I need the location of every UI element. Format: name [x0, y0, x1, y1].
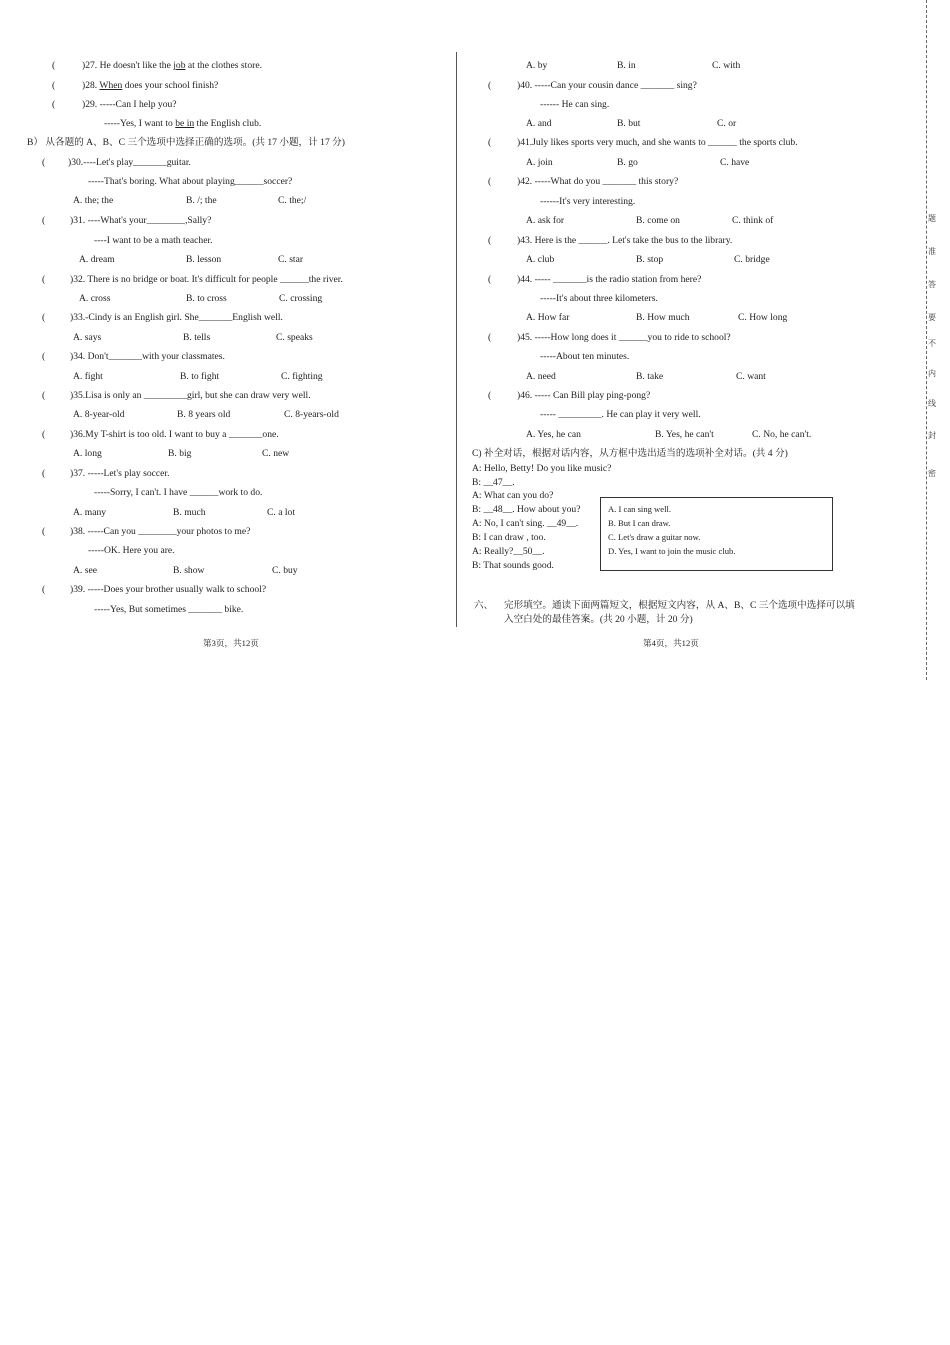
page-footer: 第3页，共12页 [203, 638, 259, 648]
question-32: )32. There is no bridge or boat. It's difficult for people ______the river. [70, 274, 343, 285]
question-30-line2: -----That's boring. What about playing______soccer? [88, 176, 293, 187]
paren: ( [488, 80, 492, 91]
margin-char: 线 [928, 399, 936, 408]
option-b: B. Yes, he can't [655, 429, 714, 440]
margin-char: 要 [928, 313, 936, 322]
paren: ( [42, 526, 46, 537]
section-6-number: 六、 [474, 600, 494, 611]
option-a: A. club [526, 254, 555, 265]
option-a: A. by [526, 60, 548, 71]
paren: ( [42, 468, 46, 479]
option-a: A. ask for [526, 215, 565, 226]
question-33: )33.-Cindy is an English girl. She_______English well. [70, 312, 283, 323]
question-40: )40. -----Can your cousin dance _______ sing? [517, 80, 697, 91]
section-c-heading: C) 补全对话，根据对话内容，从方框中选出适当的选项补全对话。(共 4 分) [472, 448, 788, 459]
option-b: B. lesson [186, 254, 222, 265]
paren: ( [52, 80, 56, 91]
paren: ( [42, 584, 46, 595]
dialog-line: A: Hello, Betty! Do you like music? [472, 463, 612, 474]
question-34: )34. Don't_______with your classmates. [70, 351, 225, 362]
section-6-heading: 完形填空。通读下面两篇短文，根据短文内容，从 A、B、C 三个选项中选择可以填 [504, 600, 855, 611]
paren: ( [42, 351, 46, 362]
option-a: A. see [73, 565, 97, 576]
option-a: A. the; the [73, 195, 114, 206]
paren: ( [42, 429, 46, 440]
option-a: A. cross [79, 293, 111, 304]
question-46-line2: ----- _________. He can play it very well. [540, 409, 701, 420]
option-b: B. 8 years old [177, 409, 231, 420]
dialog-line: B: That sounds good. [472, 560, 554, 571]
dialog-line: A: What can you do? [472, 490, 554, 501]
question-42: )42. -----What do you _______ this story? [517, 176, 679, 187]
question-40-line2: ------ He can sing. [540, 99, 610, 110]
margin-char: 封 [928, 431, 936, 440]
option-a: A. long [73, 448, 102, 459]
option-c: C. want [736, 371, 766, 382]
question-29: )29. -----Can I help you? [82, 99, 177, 110]
question-35: )35.Lisa is only an _________girl, but she can draw very well. [70, 390, 311, 401]
option-a: A. dream [79, 254, 115, 265]
section-b-heading: B） 从各题的 A、B、C 三个选项中选择正确的选项。(共 17 小题，计 17 分) [27, 137, 345, 148]
option-c: C. think of [732, 215, 774, 226]
question-45: )45. -----How long does it ______you to ride to school? [517, 332, 731, 343]
option-b: B. show [173, 565, 205, 576]
section-6-heading-line2: 入空白处的最佳答案。(共 20 小题，计 20 分) [504, 614, 693, 625]
option-c: C. bridge [734, 254, 770, 265]
box-option-a: A. I can sing well. [608, 504, 672, 514]
dialog-line: B: __47__. [472, 477, 515, 488]
option-b: B. to cross [186, 293, 227, 304]
option-b: B. come on [636, 215, 680, 226]
paren: ( [42, 390, 46, 401]
question-38-line2: -----OK. Here you are. [88, 545, 175, 556]
option-b: B. but [617, 118, 641, 129]
box-option-b: B. But I can draw. [608, 518, 671, 528]
question-45-line2: -----About ten minutes. [540, 351, 630, 362]
option-b: B. How much [636, 312, 690, 323]
page-footer: 第4页，共12页 [643, 638, 699, 648]
question-31-line2: ----I want to be a math teacher. [94, 235, 213, 246]
question-30: )30.----Let's play_______guitar. [68, 157, 191, 168]
question-43: )43. Here is the ______. Let's take the bus to the library. [517, 235, 733, 246]
column-divider [456, 52, 457, 627]
option-a: A. 8-year-old [73, 409, 125, 420]
paren: ( [42, 274, 46, 285]
option-c: C. speaks [276, 332, 313, 343]
paren: ( [52, 99, 56, 110]
option-a: A. join [526, 157, 553, 168]
question-42-line2: ------It's very interesting. [540, 196, 636, 207]
question-39: )39. -----Does your brother usually walk to school? [70, 584, 267, 595]
option-c: C. buy [272, 565, 298, 576]
margin-char: 不 [928, 339, 936, 348]
option-c: C. 8-years-old [284, 409, 339, 420]
question-38: )38. -----Can you ________your photos to me? [70, 526, 251, 537]
paren: ( [42, 312, 46, 323]
paren: ( [488, 137, 492, 148]
option-b: B. stop [636, 254, 664, 265]
paren: ( [42, 157, 46, 168]
question-44-line2: -----It's about three kilometers. [540, 293, 658, 304]
paren: ( [42, 215, 46, 226]
dialog-line: A: No, I can't sing. __49__. [472, 518, 579, 529]
option-b: B. in [617, 60, 636, 71]
margin-char: 题 [928, 214, 936, 223]
question-46: )46. ----- Can Bill play ping-pong? [517, 390, 651, 401]
question-27: )27. He doesn't like the job at the clothes store. [82, 60, 262, 71]
option-c: C. No, he can't. [752, 429, 812, 440]
margin-char: 密 [928, 469, 936, 478]
box-option-c: C. Let's draw a guitar now. [608, 532, 701, 542]
option-a: A. need [526, 371, 556, 382]
paren: ( [488, 390, 492, 401]
option-b: B. big [168, 448, 192, 459]
dialog-line: B: I can draw , too. [472, 532, 546, 543]
option-a: A. Yes, he can [526, 429, 581, 440]
paren: ( [488, 235, 492, 246]
option-b: B. to fight [180, 371, 220, 382]
options-box [600, 497, 833, 571]
option-b: B. /; the [186, 195, 217, 206]
option-c: C. a lot [267, 507, 295, 518]
option-a: A. many [73, 507, 107, 518]
dialog-line: B: __48__. How about you? [472, 504, 581, 515]
box-option-d: D. Yes, I want to join the music club. [608, 546, 736, 556]
option-c: C. crossing [279, 293, 323, 304]
option-b: B. tells [183, 332, 211, 343]
binding-line [926, 0, 927, 680]
option-c: C. with [712, 60, 741, 71]
question-36: )36.My T-shirt is too old. I want to buy a _______one. [70, 429, 279, 440]
margin-char: 内 [928, 369, 936, 378]
option-a: A. says [73, 332, 102, 343]
question-41: )41.July likes sports very much, and she wants to ______ the sports club. [517, 137, 798, 148]
question-29-answer: -----Yes, I want to be in the English club. [104, 118, 262, 129]
option-c: C. How long [738, 312, 788, 323]
dialog-line: A: Really?__50__. [472, 546, 545, 557]
option-c: C. star [278, 254, 304, 265]
option-a: A. fight [73, 371, 103, 382]
option-c: C. have [720, 157, 750, 168]
option-a: A. How far [526, 312, 570, 323]
margin-char: 答 [928, 280, 936, 289]
option-b: B. much [173, 507, 206, 518]
margin-char: 准 [928, 247, 936, 256]
option-b: B. take [636, 371, 664, 382]
question-44: )44. ----- _______is the radio station from here? [517, 274, 702, 285]
question-28: )28. When does your school finish? [82, 80, 219, 91]
paren: ( [488, 274, 492, 285]
paren: ( [488, 176, 492, 187]
question-31: )31. ----What's your________,Sally? [70, 215, 212, 226]
question-39-line2: -----Yes, But sometimes _______ bike. [94, 604, 244, 615]
question-37-line2: -----Sorry, I can't. I have ______work to do. [94, 487, 263, 498]
paren: ( [488, 332, 492, 343]
option-a: A. and [526, 118, 552, 129]
option-c: C. the;/ [278, 195, 307, 206]
option-c: C. or [717, 118, 737, 129]
paren: ( [52, 60, 56, 71]
question-37: )37. -----Let's play soccer. [70, 468, 170, 479]
option-c: C. fighting [281, 371, 323, 382]
option-c: C. new [262, 448, 290, 459]
option-b: B. go [617, 157, 638, 168]
